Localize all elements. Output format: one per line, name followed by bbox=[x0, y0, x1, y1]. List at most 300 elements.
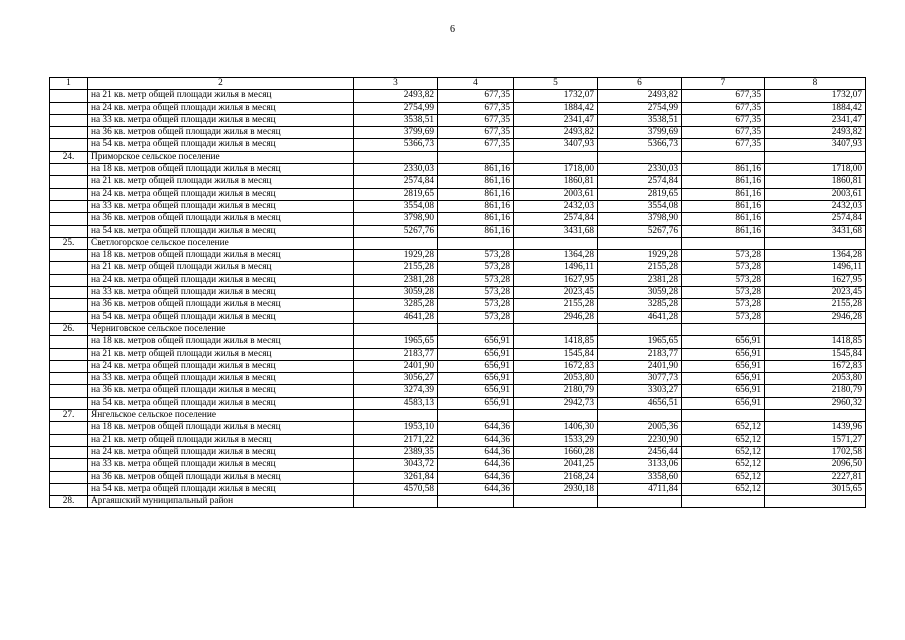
value-cell: 861,16 bbox=[682, 200, 765, 212]
value-cell: 656,91 bbox=[682, 360, 765, 372]
row-label: на 36 кв. метра общей площади жилья в месяц bbox=[88, 385, 354, 397]
value-cell: 2183,77 bbox=[598, 348, 682, 360]
row-label: на 54 кв. метра общей площади жилья в месяц bbox=[88, 397, 354, 409]
value-cell: 3431,68 bbox=[765, 225, 866, 237]
row-number bbox=[50, 311, 88, 323]
row-number bbox=[50, 459, 88, 471]
value-cell: 2432,03 bbox=[514, 200, 598, 212]
row-label: на 18 кв. метров общей площади жилья в месяц bbox=[88, 164, 354, 176]
value-cell: 573,28 bbox=[438, 311, 514, 323]
value-cell: 2341,47 bbox=[765, 114, 866, 126]
column-number: 6 bbox=[598, 78, 682, 90]
value-cell: 1627,95 bbox=[514, 274, 598, 286]
value-cell: 3358,60 bbox=[598, 471, 682, 483]
value-cell bbox=[514, 151, 598, 163]
table-row bbox=[50, 225, 866, 237]
row-number bbox=[50, 397, 88, 409]
row-label: на 24 кв. метра общей площади жилья в месяц bbox=[88, 274, 354, 286]
row-number bbox=[50, 299, 88, 311]
row-number bbox=[50, 250, 88, 262]
value-cell: 1929,28 bbox=[354, 250, 438, 262]
value-cell: 2493,82 bbox=[598, 90, 682, 102]
value-cell: 3407,93 bbox=[514, 139, 598, 151]
row-label: на 54 кв. метра общей площади жилья в месяц bbox=[88, 225, 354, 237]
table-row bbox=[50, 348, 866, 360]
row-number bbox=[50, 422, 88, 434]
row-label: на 54 кв. метра общей площади жилья в месяц bbox=[88, 483, 354, 495]
value-cell: 1571,27 bbox=[765, 434, 866, 446]
row-label: на 24 кв. метра общей площади жилья в месяц bbox=[88, 446, 354, 458]
value-cell bbox=[598, 496, 682, 508]
value-cell: 1418,85 bbox=[514, 336, 598, 348]
row-label: на 33 кв. метра общей площади жилья в месяц bbox=[88, 200, 354, 212]
value-cell: 861,16 bbox=[438, 225, 514, 237]
value-cell: 4583,13 bbox=[354, 397, 438, 409]
value-cell: 2155,28 bbox=[354, 262, 438, 274]
value-cell: 1718,00 bbox=[765, 164, 866, 176]
value-cell: 1496,11 bbox=[514, 262, 598, 274]
section-row bbox=[50, 237, 866, 249]
value-cell: 2754,99 bbox=[354, 102, 438, 114]
value-cell: 1860,81 bbox=[765, 176, 866, 188]
value-cell: 3431,68 bbox=[514, 225, 598, 237]
column-number: 2 bbox=[88, 78, 354, 90]
value-cell bbox=[598, 237, 682, 249]
section-row bbox=[50, 323, 866, 335]
value-cell: 2401,90 bbox=[354, 360, 438, 372]
value-cell: 652,12 bbox=[682, 471, 765, 483]
value-cell: 644,36 bbox=[438, 434, 514, 446]
value-cell: 677,35 bbox=[438, 127, 514, 139]
value-cell: 1533,29 bbox=[514, 434, 598, 446]
row-label: на 36 кв. метров общей площади жилья в месяц bbox=[88, 127, 354, 139]
value-cell: 656,91 bbox=[438, 373, 514, 385]
value-cell: 2023,45 bbox=[514, 287, 598, 299]
row-label: на 21 кв. метр общей площади жилья в месяц bbox=[88, 348, 354, 360]
value-cell: 3554,08 bbox=[598, 200, 682, 212]
row-label: на 18 кв. метров общей площади жилья в месяц bbox=[88, 250, 354, 262]
value-cell: 1718,00 bbox=[514, 164, 598, 176]
row-number bbox=[50, 274, 88, 286]
value-cell: 2168,24 bbox=[514, 471, 598, 483]
row-number bbox=[50, 360, 88, 372]
value-cell: 3133,06 bbox=[598, 459, 682, 471]
value-cell: 2819,65 bbox=[598, 188, 682, 200]
value-cell: 656,91 bbox=[682, 373, 765, 385]
row-number bbox=[50, 483, 88, 495]
value-cell: 677,35 bbox=[438, 90, 514, 102]
row-label: на 36 кв. метров общей площади жилья в месяц bbox=[88, 471, 354, 483]
value-cell: 1884,42 bbox=[514, 102, 598, 114]
row-label: на 21 кв. метр общей площади жилья в месяц bbox=[88, 176, 354, 188]
value-cell: 677,35 bbox=[682, 127, 765, 139]
row-number bbox=[50, 225, 88, 237]
row-number: 24. bbox=[50, 151, 88, 163]
row-number bbox=[50, 90, 88, 102]
value-cell bbox=[682, 323, 765, 335]
table-row bbox=[50, 459, 866, 471]
value-cell: 677,35 bbox=[438, 139, 514, 151]
value-cell bbox=[438, 410, 514, 422]
column-number: 8 bbox=[765, 78, 866, 90]
value-cell: 4711,84 bbox=[598, 483, 682, 495]
value-cell bbox=[514, 323, 598, 335]
value-cell: 2183,77 bbox=[354, 348, 438, 360]
value-cell: 861,16 bbox=[438, 213, 514, 225]
value-cell bbox=[514, 237, 598, 249]
value-cell: 861,16 bbox=[438, 176, 514, 188]
row-label: на 18 кв. метров общей площади жилья в месяц bbox=[88, 422, 354, 434]
value-cell: 677,35 bbox=[438, 102, 514, 114]
value-cell: 3285,28 bbox=[354, 299, 438, 311]
row-label: Светлогорское сельское поселение bbox=[88, 237, 354, 249]
value-cell: 1439,96 bbox=[765, 422, 866, 434]
value-cell: 5267,76 bbox=[354, 225, 438, 237]
row-label: на 54 кв. метра общей площади жилья в месяц bbox=[88, 311, 354, 323]
row-number bbox=[50, 336, 88, 348]
page-number: 6 bbox=[450, 24, 455, 35]
row-number bbox=[50, 176, 88, 188]
value-cell: 652,12 bbox=[682, 434, 765, 446]
row-number bbox=[50, 164, 88, 176]
value-cell: 1545,84 bbox=[765, 348, 866, 360]
value-cell bbox=[765, 496, 866, 508]
value-cell: 2180,79 bbox=[765, 385, 866, 397]
value-cell: 1953,10 bbox=[354, 422, 438, 434]
value-cell: 861,16 bbox=[682, 176, 765, 188]
value-cell bbox=[682, 237, 765, 249]
value-cell: 5366,73 bbox=[354, 139, 438, 151]
value-cell bbox=[682, 151, 765, 163]
row-number: 26. bbox=[50, 323, 88, 335]
value-cell bbox=[354, 410, 438, 422]
value-cell: 3799,69 bbox=[354, 127, 438, 139]
value-cell: 573,28 bbox=[682, 311, 765, 323]
value-cell bbox=[354, 151, 438, 163]
value-cell: 644,36 bbox=[438, 459, 514, 471]
value-cell: 3056,27 bbox=[354, 373, 438, 385]
table-row bbox=[50, 397, 866, 409]
table-row bbox=[50, 127, 866, 139]
value-cell: 4656,51 bbox=[598, 397, 682, 409]
value-cell: 2574,84 bbox=[514, 213, 598, 225]
value-cell: 573,28 bbox=[682, 250, 765, 262]
value-cell: 656,91 bbox=[438, 397, 514, 409]
table-row bbox=[50, 360, 866, 372]
table-row bbox=[50, 446, 866, 458]
table-body bbox=[50, 78, 866, 508]
value-cell bbox=[438, 151, 514, 163]
row-number bbox=[50, 200, 88, 212]
value-cell bbox=[354, 323, 438, 335]
table-row bbox=[50, 176, 866, 188]
value-cell bbox=[438, 496, 514, 508]
value-cell: 2493,82 bbox=[354, 90, 438, 102]
value-cell: 2053,80 bbox=[514, 373, 598, 385]
value-cell: 1418,85 bbox=[765, 336, 866, 348]
row-label: Янгельское сельское поселение bbox=[88, 410, 354, 422]
table-row bbox=[50, 200, 866, 212]
row-label: на 33 кв. метра общей площади жилья в месяц bbox=[88, 373, 354, 385]
value-cell: 2155,28 bbox=[598, 262, 682, 274]
value-cell: 861,16 bbox=[438, 188, 514, 200]
value-cell: 573,28 bbox=[438, 250, 514, 262]
row-label: на 21 кв. метр общей площади жилья в месяц bbox=[88, 262, 354, 274]
table-row bbox=[50, 164, 866, 176]
value-cell bbox=[598, 410, 682, 422]
value-cell: 1702,58 bbox=[765, 446, 866, 458]
table-row bbox=[50, 299, 866, 311]
row-label: на 33 кв. метра общей площади жилья в месяц bbox=[88, 459, 354, 471]
value-cell: 573,28 bbox=[682, 287, 765, 299]
value-cell bbox=[598, 151, 682, 163]
column-number: 3 bbox=[354, 78, 438, 90]
value-cell: 2960,32 bbox=[765, 397, 866, 409]
value-cell: 3303,27 bbox=[598, 385, 682, 397]
value-cell bbox=[514, 496, 598, 508]
row-number bbox=[50, 188, 88, 200]
value-cell: 677,35 bbox=[682, 114, 765, 126]
value-cell bbox=[765, 323, 866, 335]
value-cell: 3798,90 bbox=[354, 213, 438, 225]
row-label: на 33 кв. метра общей площади жилья в месяц bbox=[88, 287, 354, 299]
value-cell: 2389,35 bbox=[354, 446, 438, 458]
value-cell: 1929,28 bbox=[598, 250, 682, 262]
value-cell: 2171,22 bbox=[354, 434, 438, 446]
value-cell: 861,16 bbox=[682, 188, 765, 200]
value-cell: 2574,84 bbox=[354, 176, 438, 188]
table-row bbox=[50, 434, 866, 446]
value-cell: 3798,90 bbox=[598, 213, 682, 225]
table-row bbox=[50, 102, 866, 114]
value-cell: 2946,28 bbox=[765, 311, 866, 323]
value-cell: 3261,84 bbox=[354, 471, 438, 483]
value-cell bbox=[682, 496, 765, 508]
value-cell: 4570,58 bbox=[354, 483, 438, 495]
value-cell: 1965,65 bbox=[354, 336, 438, 348]
value-cell: 1660,28 bbox=[514, 446, 598, 458]
row-number bbox=[50, 287, 88, 299]
value-cell: 2005,36 bbox=[598, 422, 682, 434]
value-cell bbox=[354, 496, 438, 508]
value-cell: 2942,73 bbox=[514, 397, 598, 409]
row-number bbox=[50, 213, 88, 225]
row-label: Черниговское сельское поселение bbox=[88, 323, 354, 335]
value-cell: 656,91 bbox=[682, 397, 765, 409]
row-label: Аргаяшский муниципальный район bbox=[88, 496, 354, 508]
value-cell: 2493,82 bbox=[514, 127, 598, 139]
value-cell: 1496,11 bbox=[765, 262, 866, 274]
value-cell: 573,28 bbox=[682, 299, 765, 311]
table-row bbox=[50, 336, 866, 348]
value-cell: 5267,76 bbox=[598, 225, 682, 237]
row-label: на 36 кв. метров общей площади жилья в месяц bbox=[88, 213, 354, 225]
row-number bbox=[50, 127, 88, 139]
value-cell: 2053,80 bbox=[765, 373, 866, 385]
column-number: 5 bbox=[514, 78, 598, 90]
value-cell: 573,28 bbox=[438, 287, 514, 299]
value-cell: 656,91 bbox=[682, 348, 765, 360]
column-number: 4 bbox=[438, 78, 514, 90]
row-number bbox=[50, 385, 88, 397]
value-cell: 861,16 bbox=[682, 164, 765, 176]
value-cell: 3799,69 bbox=[598, 127, 682, 139]
table-row bbox=[50, 471, 866, 483]
value-cell: 1406,30 bbox=[514, 422, 598, 434]
value-cell: 3015,65 bbox=[765, 483, 866, 495]
row-number bbox=[50, 102, 88, 114]
value-cell bbox=[765, 237, 866, 249]
value-cell: 644,36 bbox=[438, 446, 514, 458]
value-cell: 652,12 bbox=[682, 483, 765, 495]
row-number bbox=[50, 348, 88, 360]
value-cell: 3077,73 bbox=[598, 373, 682, 385]
value-cell: 2946,28 bbox=[514, 311, 598, 323]
value-cell: 2003,61 bbox=[514, 188, 598, 200]
value-cell: 5366,73 bbox=[598, 139, 682, 151]
value-cell: 1884,42 bbox=[765, 102, 866, 114]
value-cell: 573,28 bbox=[438, 262, 514, 274]
column-number: 7 bbox=[682, 78, 765, 90]
row-number bbox=[50, 471, 88, 483]
value-cell: 1965,65 bbox=[598, 336, 682, 348]
value-cell: 656,91 bbox=[438, 348, 514, 360]
value-cell bbox=[438, 237, 514, 249]
value-cell: 1732,07 bbox=[765, 90, 866, 102]
row-number bbox=[50, 262, 88, 274]
value-cell: 2003,61 bbox=[765, 188, 866, 200]
column-number-row bbox=[50, 78, 866, 90]
value-cell: 2041,25 bbox=[514, 459, 598, 471]
value-cell: 3285,28 bbox=[598, 299, 682, 311]
row-number bbox=[50, 373, 88, 385]
value-cell: 2227,81 bbox=[765, 471, 866, 483]
row-label: на 24 кв. метра общей площади жилья в месяц bbox=[88, 360, 354, 372]
value-cell: 2381,28 bbox=[598, 274, 682, 286]
value-cell: 1732,07 bbox=[514, 90, 598, 102]
value-cell bbox=[438, 323, 514, 335]
value-cell: 2096,50 bbox=[765, 459, 866, 471]
table-row bbox=[50, 385, 866, 397]
value-cell: 573,28 bbox=[438, 299, 514, 311]
value-cell: 2155,28 bbox=[765, 299, 866, 311]
value-cell: 861,16 bbox=[438, 200, 514, 212]
value-cell: 2330,03 bbox=[354, 164, 438, 176]
value-cell: 656,91 bbox=[438, 336, 514, 348]
value-cell: 677,35 bbox=[682, 102, 765, 114]
value-cell: 2819,65 bbox=[354, 188, 438, 200]
row-number: 28. bbox=[50, 496, 88, 508]
value-cell: 3059,28 bbox=[598, 287, 682, 299]
row-label: Приморское сельское поселение bbox=[88, 151, 354, 163]
row-label: на 33 кв. метра общей площади жилья в месяц bbox=[88, 114, 354, 126]
value-cell: 573,28 bbox=[438, 274, 514, 286]
value-cell: 652,12 bbox=[682, 446, 765, 458]
row-label: на 21 кв. метр общей площади жилья в месяц bbox=[88, 90, 354, 102]
value-cell: 2381,28 bbox=[354, 274, 438, 286]
section-row bbox=[50, 151, 866, 163]
row-number: 27. bbox=[50, 410, 88, 422]
value-cell: 652,12 bbox=[682, 422, 765, 434]
row-number bbox=[50, 139, 88, 151]
row-label: на 54 кв. метра общей площади жилья в месяц bbox=[88, 139, 354, 151]
value-cell: 644,36 bbox=[438, 422, 514, 434]
value-cell: 2754,99 bbox=[598, 102, 682, 114]
value-cell: 2574,84 bbox=[765, 213, 866, 225]
value-cell: 652,12 bbox=[682, 459, 765, 471]
value-cell: 4641,28 bbox=[354, 311, 438, 323]
value-cell: 1545,84 bbox=[514, 348, 598, 360]
value-cell: 1672,83 bbox=[765, 360, 866, 372]
row-number bbox=[50, 446, 88, 458]
value-cell: 2574,84 bbox=[598, 176, 682, 188]
value-cell: 2330,03 bbox=[598, 164, 682, 176]
row-label: на 24 кв. метра общей площади жилья в месяц bbox=[88, 188, 354, 200]
value-cell: 1364,28 bbox=[514, 250, 598, 262]
value-cell: 2930,18 bbox=[514, 483, 598, 495]
row-number bbox=[50, 434, 88, 446]
table-row bbox=[50, 311, 866, 323]
value-cell: 861,16 bbox=[682, 213, 765, 225]
row-label: на 21 кв. метр общей площади жилья в месяц bbox=[88, 434, 354, 446]
value-cell: 3274,39 bbox=[354, 385, 438, 397]
value-cell: 2341,47 bbox=[514, 114, 598, 126]
table-row bbox=[50, 114, 866, 126]
table-row bbox=[50, 250, 866, 262]
value-cell: 656,91 bbox=[682, 385, 765, 397]
row-label: на 24 кв. метра общей площади жилья в месяц bbox=[88, 102, 354, 114]
value-cell: 1364,28 bbox=[765, 250, 866, 262]
table-row bbox=[50, 90, 866, 102]
value-cell: 3554,08 bbox=[354, 200, 438, 212]
value-cell: 861,16 bbox=[438, 164, 514, 176]
table-row bbox=[50, 213, 866, 225]
value-cell: 3538,51 bbox=[354, 114, 438, 126]
value-cell: 2230,90 bbox=[598, 434, 682, 446]
row-number: 25. bbox=[50, 237, 88, 249]
value-cell: 677,35 bbox=[682, 90, 765, 102]
value-cell: 2023,45 bbox=[765, 287, 866, 299]
table-row bbox=[50, 262, 866, 274]
value-cell: 644,36 bbox=[438, 471, 514, 483]
tariff-table bbox=[49, 77, 866, 508]
value-cell: 573,28 bbox=[682, 274, 765, 286]
value-cell: 656,91 bbox=[438, 385, 514, 397]
table-row bbox=[50, 483, 866, 495]
value-cell: 3043,72 bbox=[354, 459, 438, 471]
table-row bbox=[50, 274, 866, 286]
value-cell: 2155,28 bbox=[514, 299, 598, 311]
table-row bbox=[50, 287, 866, 299]
value-cell: 1627,95 bbox=[765, 274, 866, 286]
value-cell: 3059,28 bbox=[354, 287, 438, 299]
value-cell: 2180,79 bbox=[514, 385, 598, 397]
table-row bbox=[50, 422, 866, 434]
section-row bbox=[50, 496, 866, 508]
value-cell: 656,91 bbox=[438, 360, 514, 372]
value-cell: 1672,83 bbox=[514, 360, 598, 372]
value-cell: 2456,44 bbox=[598, 446, 682, 458]
table-row bbox=[50, 373, 866, 385]
table-row bbox=[50, 139, 866, 151]
value-cell: 677,35 bbox=[438, 114, 514, 126]
section-row bbox=[50, 410, 866, 422]
value-cell: 2493,82 bbox=[765, 127, 866, 139]
row-number bbox=[50, 114, 88, 126]
value-cell bbox=[598, 323, 682, 335]
value-cell bbox=[514, 410, 598, 422]
table-row bbox=[50, 188, 866, 200]
